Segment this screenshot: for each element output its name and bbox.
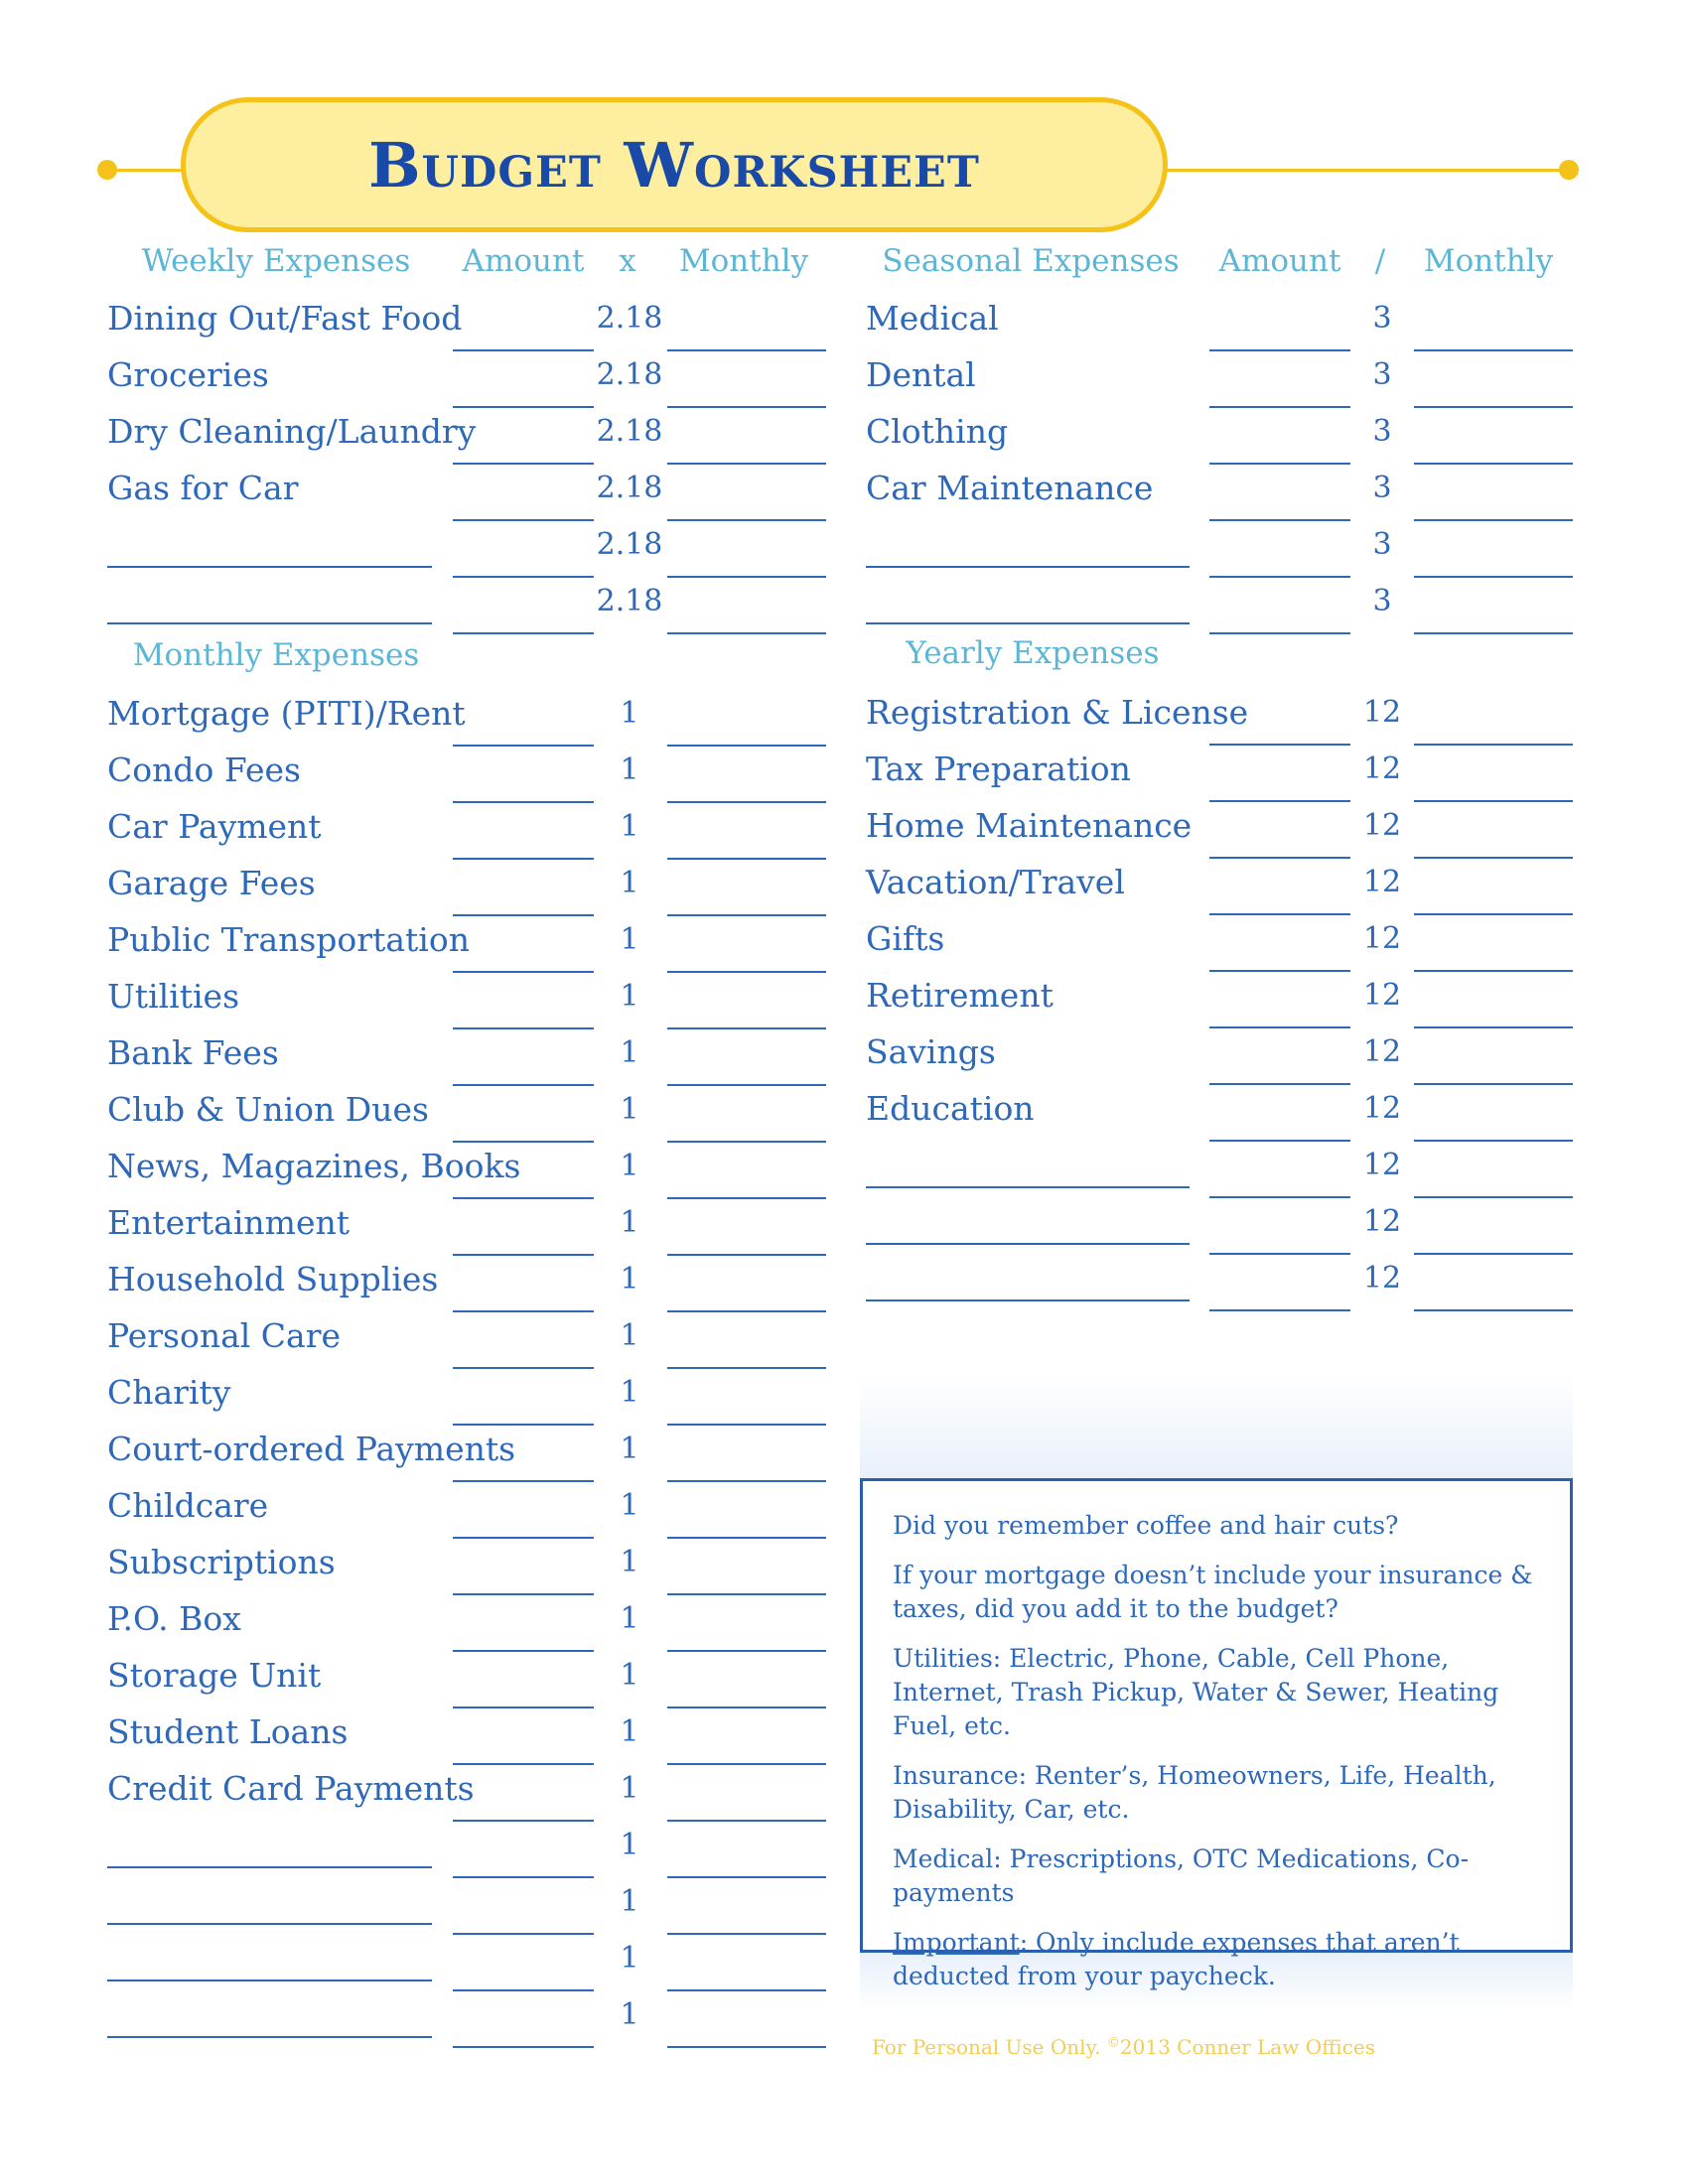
yearly-monthly-field[interactable]	[1414, 1083, 1573, 1085]
footer-text-2: 2013 Conner Law Offices	[1119, 2035, 1376, 2059]
yearly-row-label: Registration & License	[866, 693, 1249, 732]
yearly-row-label: Vacation/Travel	[866, 863, 1125, 901]
monthly-multiplier: 1	[620, 1941, 639, 1976]
monthly-amount-field[interactable]	[453, 1650, 594, 1652]
yearly-row	[0, 804, 1688, 861]
yearly-multiplier: 12	[1362, 921, 1402, 956]
yearly-monthly-field[interactable]	[1414, 800, 1573, 802]
monthly-multiplier: 1	[620, 1035, 639, 1070]
weekly-row-label: Dining Out/Fast Food	[107, 299, 463, 338]
monthly-amount-field[interactable]	[453, 1480, 594, 1482]
yearly-monthly-field[interactable]	[1414, 970, 1573, 972]
seasonal-row-label-blank[interactable]	[866, 622, 1190, 624]
yearly-row-label-blank[interactable]	[866, 1186, 1190, 1188]
yearly-row	[0, 1200, 1688, 1257]
yearly-multiplier: 12	[1362, 695, 1402, 730]
yearly-amount-field[interactable]	[1209, 744, 1350, 746]
monthly-row-label: Storage Unit	[107, 1656, 322, 1695]
yearly-monthly-field[interactable]	[1414, 1026, 1573, 1028]
weekly-multiplier: 2.18	[596, 414, 663, 449]
monthly-row-label: Childcare	[107, 1486, 269, 1525]
yearly-amount-field[interactable]	[1209, 1253, 1350, 1255]
seasonal-operator-header: /	[1374, 243, 1386, 279]
yearly-amount-field[interactable]	[1209, 1309, 1350, 1311]
monthly-multiplier: 1	[620, 809, 639, 844]
seasonal-row	[0, 297, 1688, 353]
monthly-monthly-field[interactable]	[667, 1820, 826, 1822]
yearly-amount-field[interactable]	[1209, 913, 1350, 915]
seasonal-amount-field[interactable]	[1209, 519, 1350, 521]
yearly-multiplier: 12	[1362, 865, 1402, 899]
yearly-row	[0, 691, 1688, 748]
yearly-row	[0, 1030, 1688, 1087]
seasonal-row-label: Car Maintenance	[866, 469, 1154, 507]
yearly-multiplier: 12	[1362, 1204, 1402, 1239]
yearly-monthly-field[interactable]	[1414, 1196, 1573, 1198]
monthly-amount-field[interactable]	[453, 2046, 594, 2048]
weekly-monthly-header: Monthly	[678, 243, 809, 279]
monthly-multiplier: 1	[620, 1828, 639, 1862]
note-important	[893, 1926, 1540, 1993]
monthly-row-label: Condo Fees	[107, 751, 301, 789]
weekly-multiplier: 2.18	[596, 527, 663, 562]
monthly-multiplier: 1	[620, 1092, 639, 1127]
weekly-row-label: Gas for Car	[107, 469, 299, 507]
monthly-monthly-field[interactable]	[667, 1706, 826, 1708]
yearly-amount-field[interactable]	[1209, 1083, 1350, 1085]
monthly-multiplier: 1	[620, 1884, 639, 1919]
monthly-row-label: Garage Fees	[107, 864, 316, 902]
yearly-row	[0, 1257, 1688, 1313]
weekly-operator-header: x	[619, 243, 636, 279]
yearly-row-label: Savings	[866, 1032, 996, 1071]
monthly-row-label: News, Magazines, Books	[107, 1147, 521, 1185]
monthly-multiplier: 1	[620, 1205, 639, 1240]
monthly-row-label: Personal Care	[107, 1316, 342, 1355]
monthly-amount-field[interactable]	[453, 1367, 594, 1369]
seasonal-row	[0, 580, 1688, 636]
monthly-multiplier: 1	[620, 1658, 639, 1693]
monthly-multiplier: 1	[620, 922, 639, 957]
yearly-row	[0, 974, 1688, 1030]
seasonal-multiplier: 3	[1372, 527, 1392, 562]
monthly-multiplier: 1	[620, 1432, 639, 1466]
yearly-multiplier: 12	[1362, 1034, 1402, 1069]
monthly-multiplier: 1	[620, 1601, 639, 1636]
monthly-row-label: Charity	[107, 1373, 231, 1412]
monthly-row-label: P.O. Box	[107, 1599, 241, 1638]
weekly-row-label: Groceries	[107, 355, 269, 394]
monthly-multiplier: 1	[620, 1997, 639, 2032]
monthly-row-label-blank[interactable]	[107, 1923, 432, 1925]
yearly-row-label: Retirement	[866, 976, 1054, 1015]
seasonal-multiplier: 3	[1372, 301, 1392, 336]
note-utilities: Utilities: Electric, Phone, Cable, Cell Phone, Internet, Trash Pickup, Water & Sewer, Heating Fuel, etc.	[893, 1644, 1499, 1740]
seasonal-row	[0, 410, 1688, 467]
monthly-amount-field[interactable]	[453, 1593, 594, 1595]
reminders-box	[860, 1478, 1573, 1990]
seasonal-amount-field[interactable]	[1209, 632, 1350, 634]
note-important-label: Important	[893, 1928, 1020, 1957]
monthly-multiplier: 1	[620, 1149, 639, 1183]
yearly-row-label-blank[interactable]	[866, 1299, 1190, 1301]
note-box-fade-top	[860, 1375, 1573, 1478]
yearly-monthly-field[interactable]	[1414, 1253, 1573, 1255]
seasonal-monthly-field[interactable]	[1414, 463, 1573, 465]
yearly-multiplier: 12	[1362, 808, 1402, 843]
monthly-multiplier: 1	[620, 1714, 639, 1749]
monthly-monthly-field[interactable]	[667, 1593, 826, 1595]
footer-copyright	[872, 2035, 1375, 2059]
yearly-multiplier: 12	[1362, 1091, 1402, 1126]
monthly-amount-field[interactable]	[453, 1763, 594, 1765]
yearly-amount-field[interactable]	[1209, 1196, 1350, 1198]
seasonal-monthly-field[interactable]	[1414, 632, 1573, 634]
yearly-row-label: Tax Preparation	[866, 750, 1131, 788]
monthly-amount-field[interactable]	[453, 1989, 594, 1991]
seasonal-row-label: Clothing	[866, 412, 1009, 451]
weekly-multiplier: 2.18	[596, 584, 663, 618]
yearly-row	[0, 917, 1688, 974]
monthly-row-label: Utilities	[107, 977, 240, 1016]
monthly-row-label: Credit Card Payments	[107, 1769, 475, 1808]
monthly-multiplier: 1	[620, 1488, 639, 1523]
seasonal-amount-field[interactable]	[1209, 349, 1350, 351]
footer-text: For Personal Use Only.	[872, 2035, 1101, 2059]
seasonal-monthly-header: Monthly	[1423, 243, 1554, 279]
weekly-multiplier: 2.18	[596, 357, 663, 392]
monthly-monthly-field[interactable]	[667, 1876, 826, 1878]
seasonal-row-label-blank[interactable]	[866, 566, 1190, 568]
monthly-monthly-field[interactable]	[667, 1650, 826, 1652]
weekly-multiplier: 2.18	[596, 301, 663, 336]
monthly-row-label: Public Transportation	[107, 920, 470, 959]
monthly-amount-field[interactable]	[453, 1933, 594, 1935]
seasonal-multiplier: 3	[1372, 584, 1392, 618]
yearly-section-header: Yearly Expenses	[906, 635, 1160, 671]
yearly-multiplier: 12	[1362, 751, 1402, 786]
monthly-monthly-field[interactable]	[667, 1763, 826, 1765]
monthly-row-label-blank[interactable]	[107, 1979, 432, 1981]
yearly-monthly-field[interactable]	[1414, 744, 1573, 746]
monthly-monthly-field[interactable]	[667, 1933, 826, 1935]
yearly-amount-field[interactable]	[1209, 970, 1350, 972]
yearly-row-label-blank[interactable]	[866, 1243, 1190, 1245]
monthly-row-label-blank[interactable]	[107, 1866, 432, 1868]
monthly-multiplier: 1	[620, 752, 639, 787]
seasonal-monthly-field[interactable]	[1414, 406, 1573, 408]
yearly-monthly-field[interactable]	[1414, 1309, 1573, 1311]
yearly-multiplier: 12	[1362, 1261, 1402, 1296]
monthly-row-label: Entertainment	[107, 1203, 350, 1242]
monthly-section-header: Monthly Expenses	[132, 637, 420, 673]
seasonal-monthly-field[interactable]	[1414, 349, 1573, 351]
monthly-monthly-field[interactable]	[667, 1989, 826, 1991]
monthly-row-label-blank[interactable]	[107, 2036, 432, 2038]
yearly-monthly-field[interactable]	[1414, 913, 1573, 915]
monthly-monthly-field[interactable]	[667, 1537, 826, 1539]
yearly-multiplier: 12	[1362, 978, 1402, 1013]
yearly-row	[0, 861, 1688, 917]
monthly-row-label: Bank Fees	[107, 1033, 279, 1072]
monthly-multiplier: 1	[620, 1262, 639, 1297]
monthly-amount-field[interactable]	[453, 1876, 594, 1878]
seasonal-row-label: Dental	[866, 355, 976, 394]
yearly-row-label: Education	[866, 1089, 1035, 1128]
seasonal-row	[0, 353, 1688, 410]
monthly-monthly-field[interactable]	[667, 2046, 826, 2048]
monthly-row-label: Household Supplies	[107, 1260, 439, 1298]
monthly-multiplier: 1	[620, 1771, 639, 1806]
seasonal-multiplier: 3	[1372, 357, 1392, 392]
footer-copyright-symbol: ©	[1106, 2035, 1120, 2051]
seasonal-amount-field[interactable]	[1209, 463, 1350, 465]
yearly-monthly-field[interactable]	[1414, 1140, 1573, 1142]
seasonal-row	[0, 467, 1688, 523]
yearly-row-label: Home Maintenance	[866, 806, 1193, 845]
seasonal-multiplier: 3	[1372, 414, 1392, 449]
monthly-amount-field[interactable]	[453, 1424, 594, 1426]
monthly-row-label: Subscriptions	[107, 1543, 336, 1581]
monthly-amount-field[interactable]	[453, 1820, 594, 1822]
title-rule-right-dot	[1559, 160, 1579, 180]
seasonal-amount-header: Amount	[1218, 243, 1341, 279]
monthly-amount-field[interactable]	[453, 1537, 594, 1539]
monthly-row-label: Student Loans	[107, 1712, 349, 1751]
weekly-row-label: Dry Cleaning/Laundry	[107, 412, 477, 451]
seasonal-row-label: Medical	[866, 299, 999, 338]
yearly-amount-field[interactable]	[1209, 1026, 1350, 1028]
yearly-amount-field[interactable]	[1209, 1140, 1350, 1142]
note-mortgage: If your mortgage doesn’t include your insurance & taxes, did you add it to the budget?	[893, 1561, 1533, 1623]
monthly-multiplier: 1	[620, 696, 639, 731]
monthly-row-label: Mortgage (PITI)/Rent	[107, 694, 466, 733]
seasonal-row	[0, 523, 1688, 580]
monthly-monthly-field[interactable]	[667, 1367, 826, 1369]
monthly-amount-field[interactable]	[453, 1706, 594, 1708]
seasonal-multiplier: 3	[1372, 471, 1392, 505]
note-medical: Medical: Prescriptions, OTC Medications, Co-payments	[893, 1844, 1470, 1907]
yearly-row-label: Gifts	[866, 919, 945, 958]
monthly-monthly-field[interactable]	[667, 1480, 826, 1482]
monthly-row	[0, 1314, 1688, 1371]
seasonal-amount-field[interactable]	[1209, 576, 1350, 578]
yearly-monthly-field[interactable]	[1414, 857, 1573, 859]
weekly-section-header: Weekly Expenses	[141, 243, 411, 279]
yearly-amount-field[interactable]	[1209, 800, 1350, 802]
monthly-multiplier: 1	[620, 1545, 639, 1579]
monthly-row-label: Club & Union Dues	[107, 1090, 429, 1129]
monthly-multiplier: 1	[620, 866, 639, 900]
monthly-row-label: Court-ordered Payments	[107, 1430, 516, 1468]
monthly-multiplier: 1	[620, 979, 639, 1014]
monthly-multiplier: 1	[620, 1318, 639, 1353]
yearly-row	[0, 1144, 1688, 1200]
yearly-row	[0, 1087, 1688, 1144]
seasonal-amount-field[interactable]	[1209, 406, 1350, 408]
weekly-multiplier: 2.18	[596, 471, 663, 505]
title-rule-right	[1157, 169, 1566, 172]
yearly-amount-field[interactable]	[1209, 857, 1350, 859]
monthly-monthly-field[interactable]	[667, 1424, 826, 1426]
page-title: Budget Worksheet	[368, 128, 980, 202]
note-important-text: : Only include expenses that aren’t deducted from your paycheck.	[893, 1928, 1460, 1990]
monthly-row-label: Car Payment	[107, 807, 322, 846]
seasonal-monthly-field[interactable]	[1414, 576, 1573, 578]
note-coffee: Did you remember coffee and hair cuts?	[893, 1511, 1399, 1540]
weekly-amount-header: Amount	[462, 243, 585, 279]
monthly-multiplier: 1	[620, 1375, 639, 1410]
yearly-row	[0, 748, 1688, 804]
seasonal-section-header: Seasonal Expenses	[882, 243, 1180, 279]
note-insurance: Insurance: Renter’s, Homeowners, Life, Health, Disability, Car, etc.	[893, 1761, 1496, 1824]
title-rule-left-dot	[97, 160, 117, 180]
seasonal-monthly-field[interactable]	[1414, 519, 1573, 521]
yearly-multiplier: 12	[1362, 1148, 1402, 1182]
